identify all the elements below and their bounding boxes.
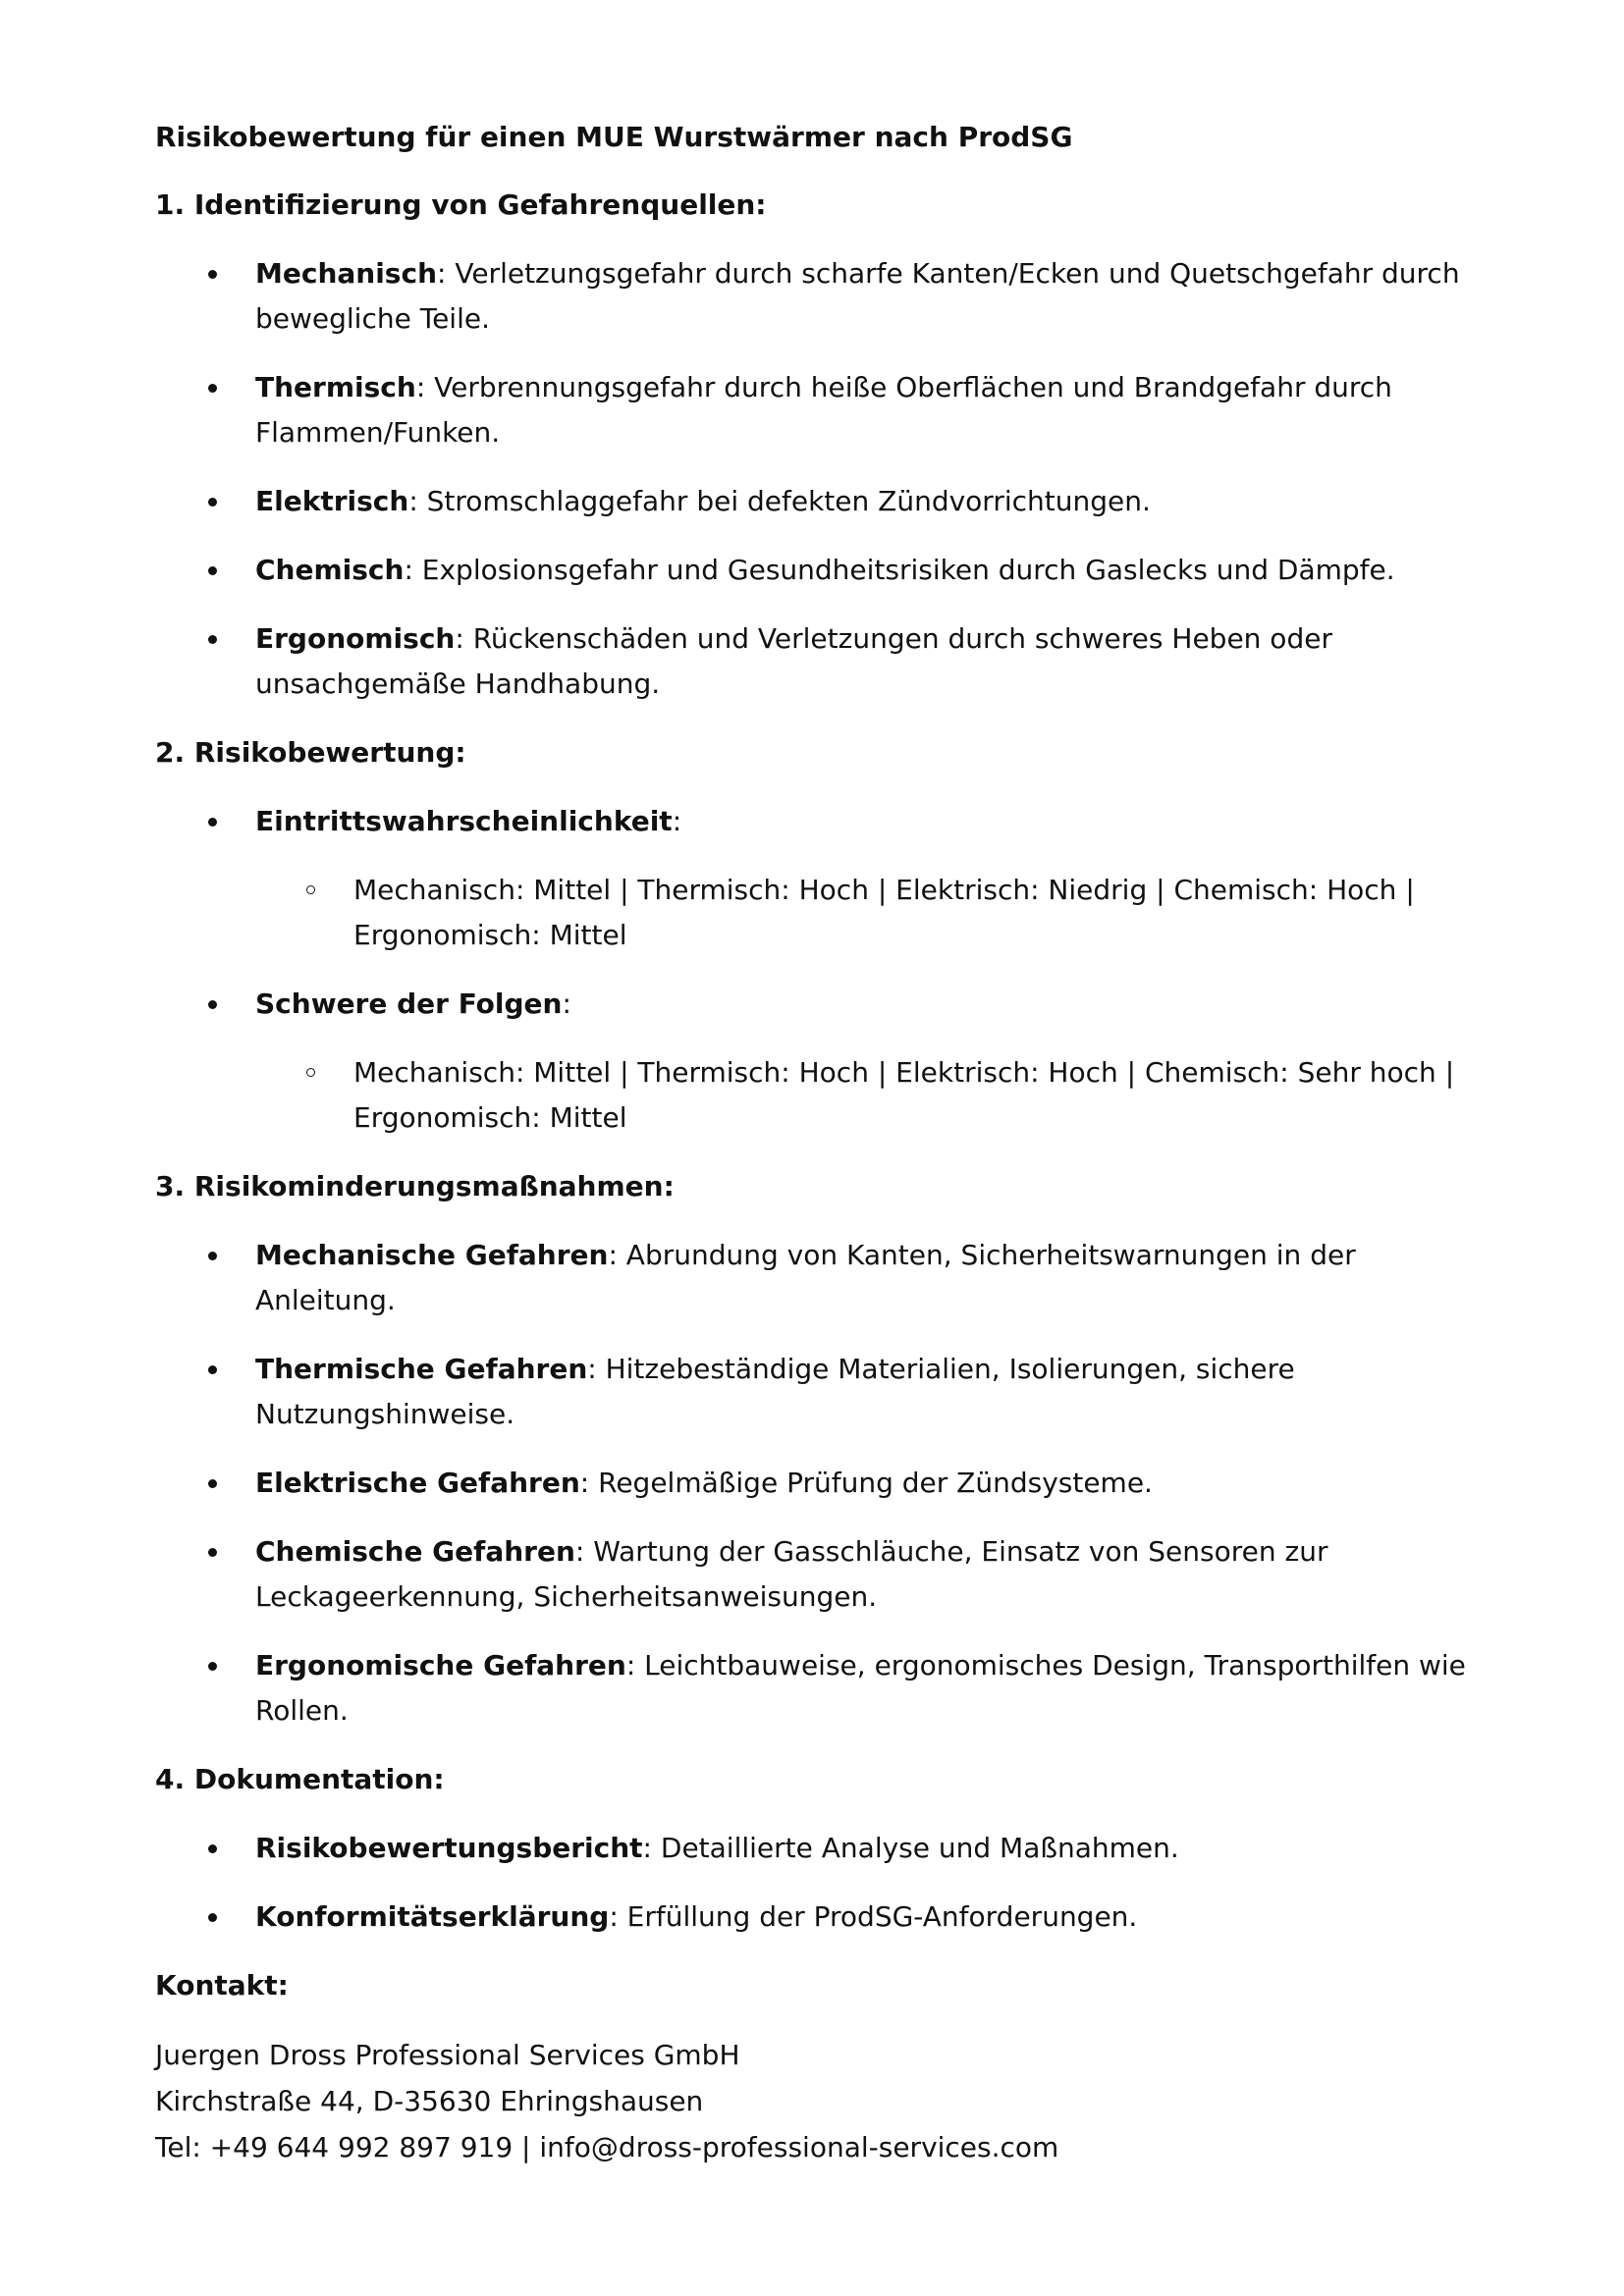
list-item: Eintrittswahrscheinlichkeit: Mechanisch: Mittel | Thermisch: Hoch | Elektrisch: Niedrig | Chemisch: Hoch | Ergonomisch: Mittel [155, 799, 1490, 958]
list-item: Schwere der Folgen: Mechanisch: Mittel | Thermisch: Hoch | Elektrisch: Hoch | Chemisch: Sehr hoch | Ergonomisch: Mittel [155, 982, 1490, 1141]
section-heading-documentation: 4. Dokumentation: [155, 1763, 445, 1795]
bullet-icon [208, 635, 217, 644]
bullet-icon [208, 384, 217, 393]
contact-address: Kirchstraße 44, D-35630 Ehringshausen [155, 2085, 704, 2117]
list-item: Chemische Gefahren: Wartung der Gasschläuche, Einsatz von Sensoren zur Leckageerkennung, Sicherheitsanweisungen. [155, 1529, 1490, 1620]
bullet-icon [208, 1913, 217, 1922]
sub-list-item: Mechanisch: Mittel | Thermisch: Hoch | Elektrisch: Niedrig | Chemisch: Hoch | Ergonomisch: Mittel [155, 868, 1490, 958]
circle-bullet-icon [306, 1068, 315, 1077]
bullet-icon [208, 1662, 217, 1671]
contact-block [155, 2032, 1490, 2170]
section-heading-mitigation: 3. Risikominderungsmaßnahmen: [155, 1170, 675, 1202]
list-item: Elektrisch: Stromschlaggefahr bei defekten Zündvorrichtungen. [155, 479, 1490, 524]
bullet-icon [208, 1000, 217, 1009]
sub-list [155, 1050, 1490, 1141]
list-item: Thermisch: Verbrennungsgefahr durch heiße Oberflächen und Brandgefahr durch Flammen/Funken. [155, 365, 1490, 455]
bullet-icon [208, 1844, 217, 1853]
mitigation-list [155, 1233, 1490, 1734]
bullet-icon [208, 818, 217, 827]
bullet-icon [208, 1548, 217, 1557]
sub-list-item: Mechanisch: Mittel | Thermisch: Hoch | Elektrisch: Hoch | Chemisch: Sehr hoch | Ergonomisch: Mittel [155, 1050, 1490, 1141]
list-item: Ergonomische Gefahren: Leichtbauweise, ergonomisches Design, Transporthilfen wie Rollen. [155, 1643, 1490, 1734]
section-heading-assessment: 2. Risikobewertung: [155, 736, 466, 769]
hazard-list [155, 251, 1490, 707]
bullet-icon [208, 1479, 217, 1488]
list-item: Elektrische Gefahren: Regelmäßige Prüfung der Zündsysteme. [155, 1461, 1490, 1506]
list-item: Mechanische Gefahren: Abrundung von Kanten, Sicherheitswarnungen in der Anleitung. [155, 1233, 1490, 1323]
contact-company: Juergen Dross Professional Services GmbH [155, 2039, 740, 2071]
assessment-list [155, 799, 1490, 1141]
documentation-list [155, 1826, 1490, 1940]
list-item: Risikobewertungsbericht: Detaillierte Analyse und Maßnahmen. [155, 1826, 1490, 1871]
contact-phone-email: Tel: +49 644 992 897 919 | info@dross-professional-services.com [155, 2131, 1059, 2163]
sub-list [155, 868, 1490, 958]
list-item: Chemisch: Explosionsgefahr und Gesundheitsrisiken durch Gaslecks und Dämpfe. [155, 548, 1490, 593]
bullet-icon [208, 566, 217, 575]
bullet-icon [208, 270, 217, 279]
circle-bullet-icon [306, 885, 315, 894]
contact-heading: Kontakt: [155, 1969, 289, 2002]
document-page [155, 116, 1490, 2170]
document-title: Risikobewertung für einen MUE Wurstwärmer nach ProdSG [155, 121, 1073, 153]
list-item: Konformitätserklärung: Erfüllung der ProdSG-Anforderungen. [155, 1895, 1490, 1940]
bullet-icon [208, 1365, 217, 1374]
section-heading-identification: 1. Identifizierung von Gefahrenquellen: [155, 188, 767, 221]
bullet-icon [208, 498, 217, 507]
list-item: Thermische Gefahren: Hitzebeständige Materialien, Isolierungen, sichere Nutzungshinweise. [155, 1347, 1490, 1437]
bullet-icon [208, 1252, 217, 1260]
list-item: Ergonomisch: Rückenschäden und Verletzungen durch schweres Heben oder unsachgemäße Handhabung. [155, 616, 1490, 707]
list-item: Mechanisch: Verletzungsgefahr durch scharfe Kanten/Ecken und Quetschgefahr durch bewegliche Teile. [155, 251, 1490, 342]
